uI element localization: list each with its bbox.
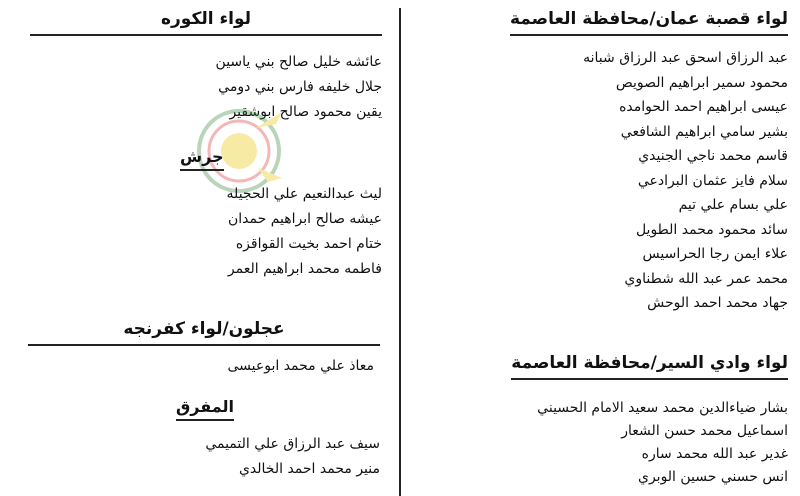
list-item: بشير سامي ابراهيم الشافعي <box>620 123 788 140</box>
section-heading-wadi-alseer <box>511 352 788 374</box>
list-item: قاسم محمد ناجي الجنيدي <box>638 148 788 164</box>
heading-text: المفرق <box>176 397 234 416</box>
heading-underline <box>510 34 788 36</box>
list-item: سيف عبد الرزاق علي التميمي <box>205 436 380 452</box>
list-item: فاطمه محمد ابراهيم العمر <box>227 261 382 277</box>
list-item: ليث عبدالنعيم علي الحجيله <box>226 186 382 202</box>
heading-underline <box>30 34 382 36</box>
list-item: محمد عمر عبد الله شطناوي <box>624 270 788 287</box>
list-item: علي بسام علي تيم <box>678 197 788 213</box>
section-heading-almafraq <box>176 396 234 418</box>
heading-text: عجلون/لواء كفرنجه <box>123 319 285 339</box>
list-item: محمود سمير ابراهيم الصويص <box>615 74 788 91</box>
heading-underline <box>511 378 788 380</box>
heading-underline <box>28 344 380 346</box>
list-item: جهاد محمد احمد الوحش <box>647 295 788 311</box>
list-item: جلال خليفه فارس بني دومي <box>218 79 382 95</box>
list-item: سلام فايز عثمان البرادعي <box>637 172 788 189</box>
list-item: منير محمد احمد الخالدي <box>238 461 380 477</box>
list-item: عيشه صالح ابراهيم حمدان <box>228 211 382 227</box>
list-item: عائشه خليل صالح بني ياسين <box>215 54 382 70</box>
heading-text: لواء وادي السير/محافظة العاصمة <box>511 353 788 373</box>
section-heading-alkoura <box>30 8 382 30</box>
list-item: ختام احمد بخيت القواقزه <box>235 236 382 252</box>
list-item: غدير عبد الله محمد ساره <box>641 446 788 462</box>
section-heading-ajloun-kufranjah <box>28 318 380 340</box>
right-column <box>400 0 800 496</box>
list-item: سائد محمود محمد الطويل <box>635 221 788 238</box>
list-item: عيسى ابراهيم احمد الحوامده <box>619 99 788 115</box>
list-item: انس حسني حسين الوبري <box>637 469 788 485</box>
list-item: معاذ علي محمد ابوعيسى <box>227 358 374 374</box>
heading-text: جرش <box>180 147 224 166</box>
list-item: اسماعيل محمد حسن الشعار <box>621 423 788 439</box>
heading-text: لواء الكوره <box>160 9 252 29</box>
section-heading-qasabat-amman <box>510 8 788 30</box>
list-item: بشار ضياءالدين محمد سعيد الامام الحسيني <box>537 400 788 416</box>
list-item: يقين محمود صالح ابوشقير <box>229 104 382 120</box>
heading-text: لواء قصبة عمان/محافظة العاصمة <box>509 9 788 29</box>
section-heading-jerash <box>180 146 224 168</box>
list-item: علاء ايمن رجا الحراسيس <box>642 246 788 262</box>
list-item: عبد الرزاق اسحق عبد الرزاق شبانه <box>583 50 788 66</box>
